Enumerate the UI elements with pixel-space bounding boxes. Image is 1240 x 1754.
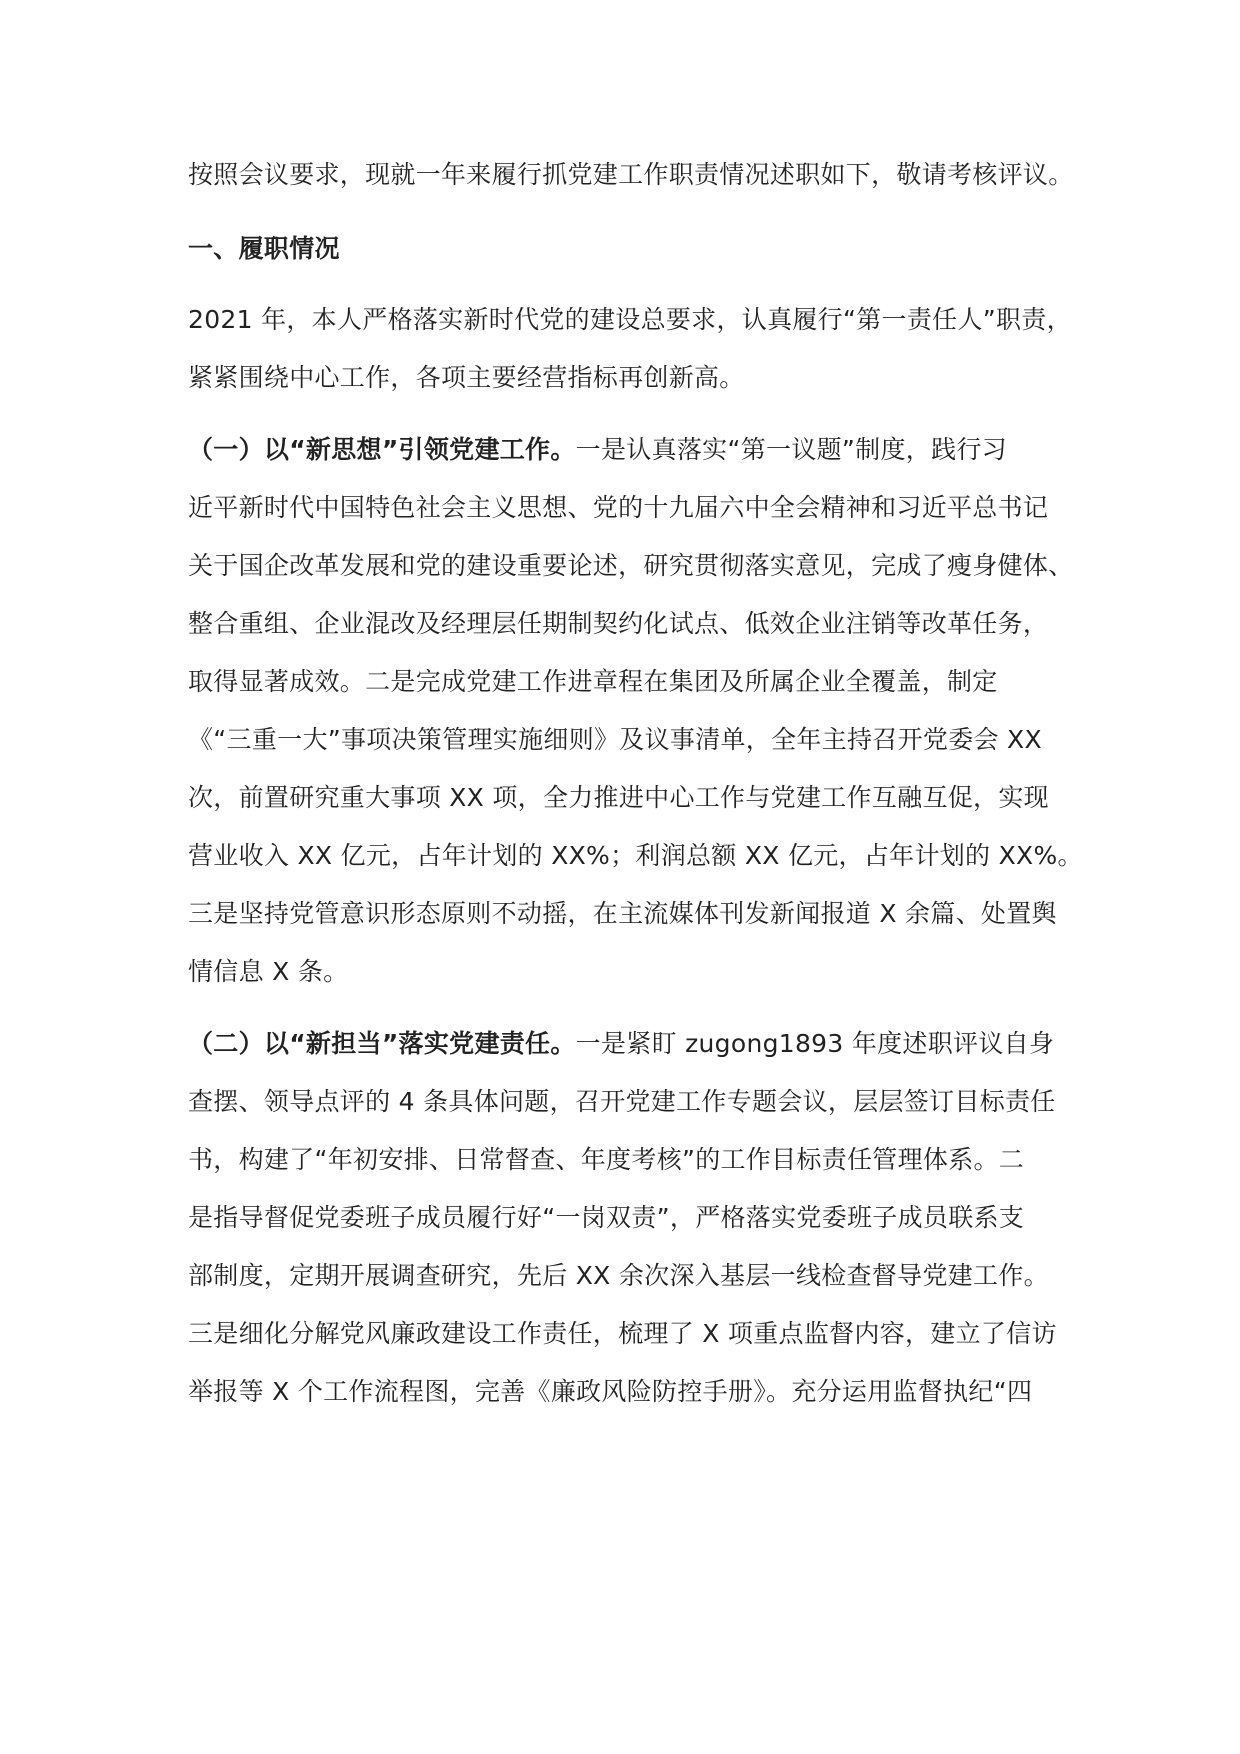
paragraph-line: 近平新时代中国特色社会主义思想、党的十九届六中全会精神和习近平总书记 [188,493,1049,522]
paragraph-line: 次，前置研究重大事项 XX 项，全力推进中心工作与党建工作互融互促，实现 [188,783,1049,812]
section-heading: 一、履职情况 [188,234,340,263]
paragraph-line: 情信息 X 条。 [188,957,349,986]
paragraph-line [188,430,1088,470]
paragraph-line: 整合重组、企业混改及经理层任期制契约化试点、低效企业注销等改革任务， [188,609,1049,638]
paragraph-line: 2021 年，本人严格落实新时代党的建设总要求，认真履行“第一责任人”职责， [188,305,1072,334]
paragraph-line: 按照会议要求，现就一年来履行抓党建工作职责情况述职如下，敬请考核评议。 [188,160,1074,189]
paragraph-line: 举报等 X 个工作流程图，完善《廉政风险防控手册》。充分运用监督执纪“四 [188,1377,1033,1406]
paragraph-line: 三是细化分解党风廉政建设工作责任，梳理了 X 项重点监督内容，建立了信访 [188,1319,1057,1348]
paragraph-line: 书，构建了“年初安排、日常督查、年度考核”的工作目标责任管理体系。二 [188,1145,1025,1174]
paragraph-line [188,1024,1088,1064]
paragraph-text: 一是紧盯 zugong1893 年度述职评议自身 [575,1029,1055,1058]
paragraph-line: 三是坚持党管意识形态原则不动摇，在主流媒体刊发新闻报道 X 余篇、处置舆 [188,899,1057,928]
paragraph-line: 是指导督促党委班子成员履行好“一岗双责”，严格落实党委班子成员联系支 [188,1203,1025,1232]
paragraph-line: 《“三重一大”事项决策管理实施细则》及议事清单，全年主持召开党委会 XX [188,725,1042,754]
paragraph-line: 紧紧围绕中心工作，各项主要经营指标再创新高。 [188,363,745,392]
paragraph-line: 查摆、领导点评的 4 条具体问题，召开党建工作专题会议，层层签订目标责任 [188,1087,1056,1116]
subsection-title: （二）以“新担当”落实党建责任。 [188,1029,576,1058]
paragraph-line: 取得显著成效。二是完成党建工作进章程在集团及所属企业全覆盖，制定 [188,667,998,696]
paragraph-text: 一是认真落实“第一议题”制度，践行习 [575,435,1007,464]
subsection-title: （一）以“新思想”引领党建工作。 [188,435,576,464]
paragraph-line: 关于国企改革发展和党的建设重要论述，研究贯彻落实意见，完成了瘦身健体、 [188,551,1074,580]
paragraph-line: 营业收入 XX 亿元，占年计划的 XX%；利润总额 XX 亿元，占年计划的 XX%。 [188,841,1083,870]
paragraph-line: 部制度，定期开展调查研究，先后 XX 余次深入基层一线检查督导党建工作。 [188,1261,1049,1290]
